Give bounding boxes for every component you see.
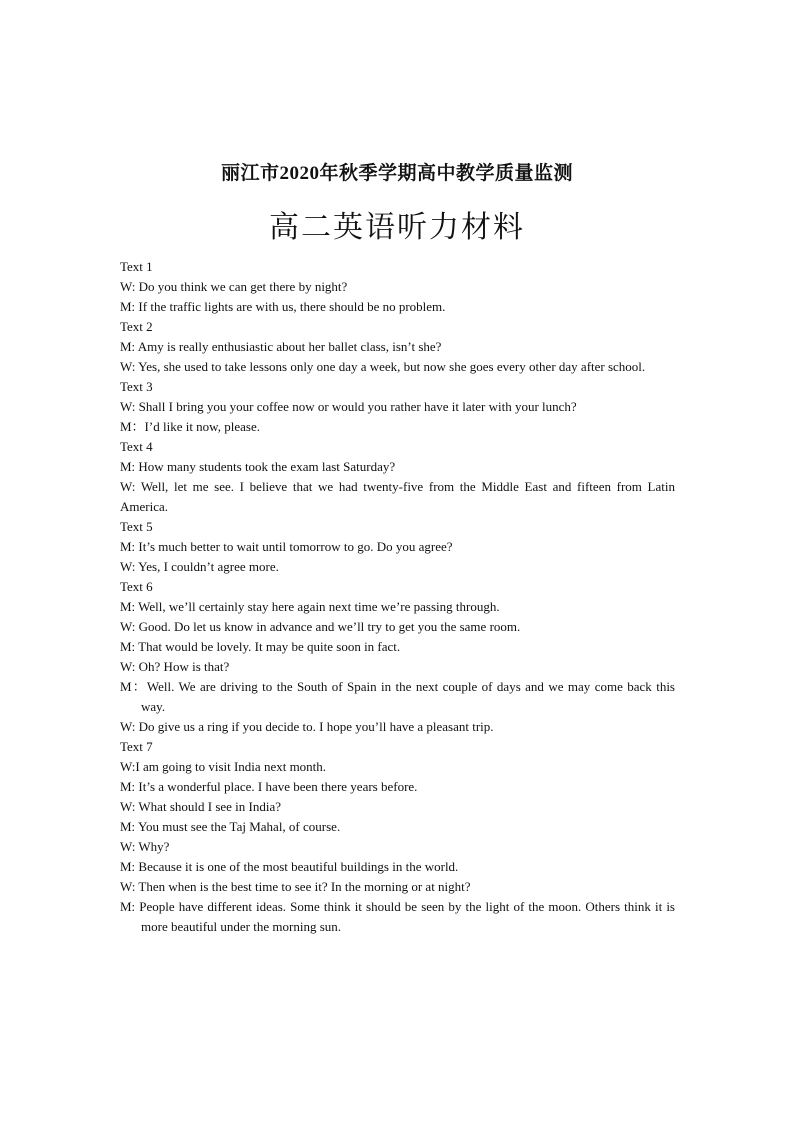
text-section-heading: Text 3 [120,379,153,394]
dialogue-line: M: How many students took the exam last Saturday? [120,459,396,474]
dialogue-line: M: It’s a wonderful place. I have been there years before. [120,779,418,794]
text-section-heading: Text 2 [120,319,153,334]
dialogue-line: W: What should I see in India? [120,799,282,814]
dialogue-line: W: Yes, I couldn’t agree more. [120,559,279,574]
text-section-heading: Text 7 [120,739,153,754]
dialogue-line: M: You must see the Taj Mahal, of course. [120,819,341,834]
dialogue-line: W: Good. Do let us know in advance and we’ll try to get you the same room. [120,619,521,634]
dialogue-line: M: That would be lovely. It may be quite soon in fact. [120,639,401,654]
dialogue-line: W: Do give us a ring if you decide to. I hope you’ll have a pleasant trip. [120,719,494,734]
text-section-heading: Text 4 [120,439,153,454]
dialogue-line: M: Because it is one of the most beautiful buildings in the world. [120,859,459,874]
dialogue-line: M: It’s much better to wait until tomorrow to go. Do you agree? [120,539,453,554]
dialogue-line: W: Then when is the best time to see it? In the morning or at night? [120,879,471,894]
dialogue-line: M: If the traffic lights are with us, there should be no problem. [120,299,446,314]
document-subtitle: 高二英语听力材料 [269,210,525,245]
dialogue-line: M：Well. We are driving to the South of Spain in the next couple of days and we may come back this way. [120,679,675,714]
dialogue-line: W: Do you think we can get there by night? [120,279,348,294]
text-section-heading: Text 5 [120,519,153,534]
text-section-heading: Text 6 [120,579,153,594]
dialogue-line: M: People have different ideas. Some think it should be seen by the light of the moon. Others think it is more beautiful under the morning sun. [120,899,675,934]
dialogue-line: W:I am going to visit India next month. [120,759,327,774]
transcript-body [120,257,675,937]
document-title: 丽江市2020年秋季学期高中教学质量监测 [220,163,573,184]
dialogue-line: W: Oh? How is that? [120,659,230,674]
dialogue-line: W: Yes, she used to take lessons only one day a week, but now she goes every other day after school. [120,359,646,374]
dialogue-line: W: Shall I bring you your coffee now or would you rather have it later with your lunch? [120,399,577,414]
dialogue-line: M: Amy is really enthusiastic about her ballet class, isn’t she? [120,339,442,354]
dialogue-line: M：I’d like it now, please. [120,419,260,434]
dialogue-line: M: Well, we’ll certainly stay here again next time we’re passing through. [120,599,500,614]
dialogue-line: W: Well, let me see. I believe that we had twenty-five from the Middle East and fifteen from Latin America. [120,479,675,514]
dialogue-line: W: Why? [120,839,170,854]
text-section-heading: Text 1 [120,259,153,274]
